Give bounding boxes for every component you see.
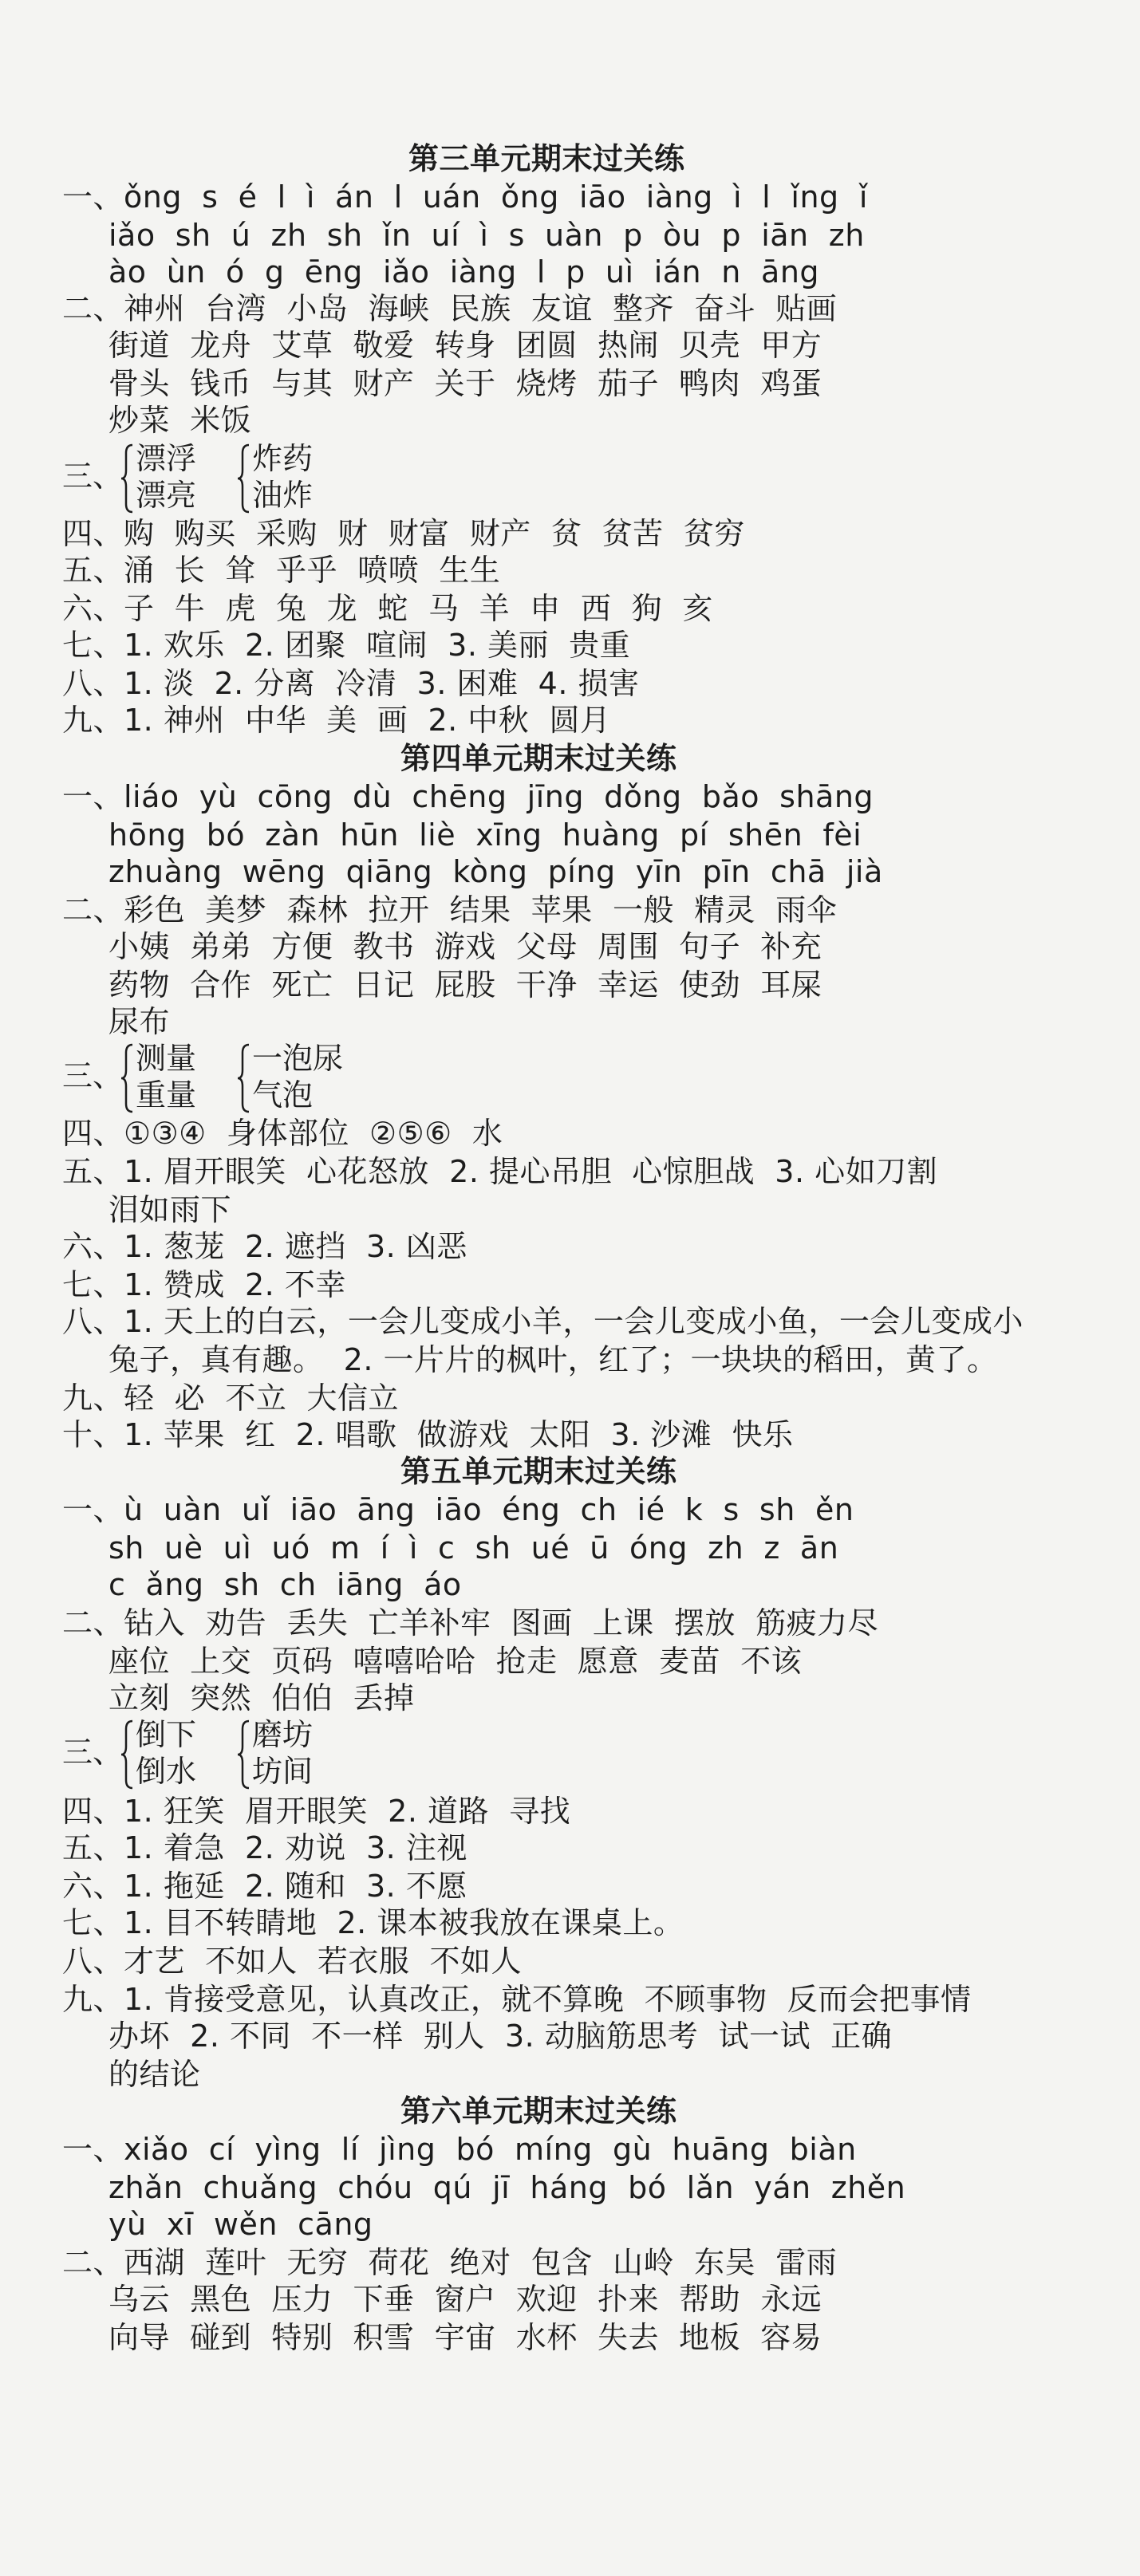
answer-line: 五、1. 眉开眼笑 心花怒放 2. 提心吊胆 心惊胆战 3. 心如刀割 bbox=[62, 1154, 938, 1189]
answer-line: 二、钻入 劝告 丢失 亡羊补牢 图画 上课 摆放 筋疲力尽 bbox=[62, 1605, 879, 1641]
answer-line: 立刻 突然 伯伯 丢掉 bbox=[108, 1680, 415, 1715]
answer-line: 兔子，真有趣。 2. 一片片的枫叶，红了；一块块的稻田，黄了。 bbox=[108, 1342, 998, 1377]
answer-line: 的结论 bbox=[108, 2057, 201, 2092]
brace-icon bbox=[120, 1719, 136, 1790]
answer-line: 二、西湖 莲叶 无穷 荷花 绝对 包含 山岭 东吴 雷雨 bbox=[62, 2245, 838, 2280]
answer-line: 六、子 牛 虎 兔 龙 蛇 马 羊 申 西 狗 亥 bbox=[62, 591, 713, 626]
answer-line: 尿布 bbox=[108, 1004, 171, 1039]
brace-item: 测量 bbox=[136, 1041, 197, 1076]
answer-line: sh uè uì uó m í ì c sh ué ū óng zh z ān bbox=[108, 1530, 839, 1566]
answer-line: zhǎn chuǎng chóu qú jī háng bó lǎn yán zhěn bbox=[108, 2170, 906, 2205]
answer-line: 药物 合作 死亡 日记 屁股 干净 幸运 使劲 耳屎 bbox=[108, 967, 822, 1002]
section-label: 三、 bbox=[62, 1058, 124, 1093]
brace-item: 倒下 bbox=[136, 1717, 197, 1752]
brace-item: 漂浮 bbox=[136, 441, 197, 476]
answer-line: 七、1. 欢乐 2. 团聚 喧闹 3. 美丽 贵重 bbox=[62, 628, 631, 663]
brace-item: 倒水 bbox=[136, 1754, 197, 1789]
answer-line: 五、涌 长 耸 乎乎 喷喷 生生 bbox=[62, 553, 501, 588]
answer-line: 九、1. 神州 中华 美 画 2. 中秋 圆月 bbox=[62, 703, 611, 738]
brace-icon bbox=[236, 443, 252, 514]
answer-line: 四、①③④ 身体部位 ②⑤⑥ 水 bbox=[62, 1116, 503, 1151]
answer-line: 八、才艺 不如人 若衣服 不如人 bbox=[62, 1944, 522, 1979]
answer-line: 九、1. 肯接受意见，认真改正，就不算晚 不顾事物 反而会把事情 bbox=[62, 1982, 972, 2017]
answer-line: 九、轻 必 不立 大信立 bbox=[62, 1381, 399, 1416]
answer-line: 小姨 弟弟 方便 教书 游戏 父母 周围 句子 补充 bbox=[108, 929, 822, 964]
answer-line: 二、神州 台湾 小岛 海峡 民族 友谊 整齐 奋斗 贴画 bbox=[62, 291, 838, 326]
brace-item: 一泡尿 bbox=[252, 1041, 344, 1076]
answer-line: 十、1. 苹果 红 2. 唱歌 做游戏 太阳 3. 沙滩 快乐 bbox=[62, 1417, 794, 1452]
answer-line: 一、liáo yù cōng dù chēng jīng dǒng bǎo shāng bbox=[62, 779, 874, 814]
answer-line: c ǎng sh ch iāng áo bbox=[108, 1567, 462, 1602]
brace-item: 磨坊 bbox=[252, 1717, 314, 1752]
brace-item: 坊间 bbox=[252, 1754, 314, 1789]
answer-line: 向导 碰到 特别 积雪 宇宙 水杯 失去 地板 容易 bbox=[108, 2320, 822, 2355]
section-label: 三、 bbox=[62, 1735, 124, 1770]
brace-icon bbox=[120, 443, 136, 514]
section-label: 三、 bbox=[62, 459, 124, 494]
answer-line: 八、1. 天上的白云，一会儿变成小羊，一会儿变成小鱼，一会儿变成小 bbox=[62, 1304, 1024, 1339]
brace-item: 漂亮 bbox=[136, 478, 197, 513]
brace-item: 重量 bbox=[136, 1077, 197, 1113]
answer-line: 七、1. 目不转睛地 2. 课本被我放在课桌上。 bbox=[62, 1905, 684, 1940]
brace-item: 气泡 bbox=[252, 1077, 314, 1113]
answer-line: ào ùn ó g ēng iǎo iàng l p uì ián n āng bbox=[108, 254, 820, 290]
answer-line: 座位 上交 页码 嘻嘻哈哈 抢走 愿意 麦苗 不该 bbox=[108, 1644, 803, 1679]
brace-icon bbox=[236, 1043, 252, 1113]
answer-line: 骨头 钱币 与其 财产 关于 烧烤 茄子 鸭肉 鸡蛋 bbox=[108, 366, 822, 401]
answer-line: 二、彩色 美梦 森林 拉开 结果 苹果 一般 精灵 雨伞 bbox=[62, 892, 838, 928]
answer-line: 办坏 2. 不同 不一样 别人 3. 动脑筋思考 试一试 正确 bbox=[108, 2019, 893, 2054]
answer-line: 八、1. 淡 2. 分离 冷清 3. 困难 4. 损害 bbox=[62, 666, 640, 701]
answer-line: zhuàng wēng qiāng kòng píng yīn pīn chā jià bbox=[108, 854, 883, 889]
unit4-title: 第四单元期末过关练 bbox=[400, 741, 677, 776]
answer-line: 六、1. 葱茏 2. 遮挡 3. 凶恶 bbox=[62, 1229, 467, 1264]
answer-line: iǎo sh ú zh sh ǐn uí ì s uàn p òu p iān zh bbox=[108, 218, 865, 253]
answer-line: 泪如雨下 bbox=[108, 1192, 232, 1227]
answer-line: hōng bó zàn hūn liè xīng huàng pí shēn fèi bbox=[108, 817, 862, 853]
answer-line: 乌云 黑色 压力 下垂 窗户 欢迎 扑来 帮助 永远 bbox=[108, 2282, 822, 2317]
answer-line: 一、ǒng s é l ì án l uán ǒng iāo iàng ì l ǐng ǐ bbox=[62, 179, 868, 215]
answer-line: yù xī wěn cāng bbox=[108, 2207, 373, 2242]
unit5-title: 第五单元期末过关练 bbox=[400, 1454, 677, 1489]
unit6-title: 第六单元期末过关练 bbox=[400, 2093, 677, 2129]
answer-line: 五、1. 着急 2. 劝说 3. 注视 bbox=[62, 1830, 467, 1865]
unit3-title: 第三单元期末过关练 bbox=[408, 141, 685, 176]
answer-line: 炒菜 米饭 bbox=[108, 403, 252, 438]
answer-line: 六、1. 拖延 2. 随和 3. 不愿 bbox=[62, 1869, 467, 1904]
brace-icon bbox=[120, 1043, 136, 1113]
answer-line: 四、1. 狂笑 眉开眼笑 2. 道路 寻找 bbox=[62, 1794, 571, 1829]
brace-item: 油炸 bbox=[252, 478, 314, 513]
brace-item: 炸药 bbox=[252, 441, 314, 476]
answer-line: 街道 龙舟 艾草 敬爱 转身 团圆 热闹 贝壳 甲方 bbox=[108, 328, 822, 363]
brace-icon bbox=[236, 1719, 252, 1790]
answer-line: 四、购 购买 采购 财 财富 财产 贫 贫苦 贫穷 bbox=[62, 516, 745, 551]
answer-line: 一、xiǎo cí yìng lí jìng bó míng gù huāng biàn bbox=[62, 2132, 857, 2167]
answer-line: 七、1. 赞成 2. 不幸 bbox=[62, 1267, 346, 1302]
answer-line: 一、ù uàn uǐ iāo āng iāo éng ch ié k s sh ěn bbox=[62, 1492, 854, 1527]
